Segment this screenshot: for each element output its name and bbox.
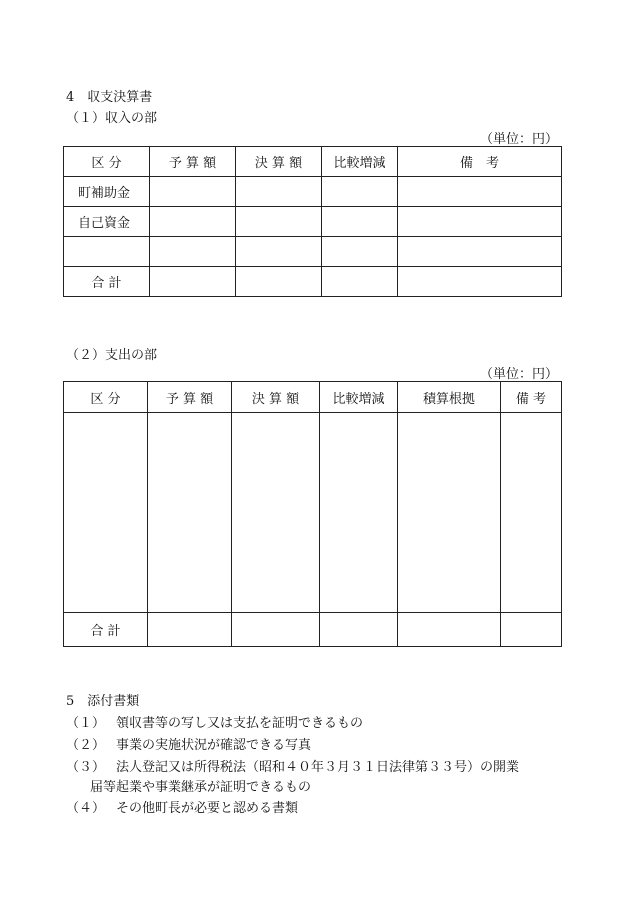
list-item — [66, 797, 298, 816]
expense-header-row — [64, 382, 562, 413]
expense-total-label: 合 計 — [64, 613, 148, 647]
list-item-text: 法人登記又は所得税法（昭和４０年３月３１日法律第３３号）の開業 — [116, 760, 520, 775]
income-row-label — [64, 237, 150, 267]
income-table — [63, 146, 562, 297]
section4-heading: 4 収支決算書 — [66, 90, 153, 105]
expense-table — [63, 381, 562, 647]
income-header-row — [64, 147, 562, 177]
list-item — [66, 734, 311, 753]
list-item — [66, 712, 363, 731]
expense-header-difference: 比較増減 — [320, 382, 398, 413]
table-row — [64, 237, 562, 267]
income-total-row — [64, 267, 562, 297]
income-header-category: 区 分 — [64, 147, 150, 177]
expense-body-row — [64, 413, 562, 613]
list-item-text: 事業の実施状況が確認できる写真 — [116, 738, 312, 753]
expense-header-remarks: 備 考 — [501, 382, 562, 413]
table-row — [64, 177, 562, 207]
income-header-settlement: 決 算 額 — [236, 147, 322, 177]
expense-header-budget: 予 算 額 — [148, 382, 232, 413]
expense-header-basis: 積算根拠 — [398, 382, 501, 413]
expense-header-category: 区 分 — [64, 382, 148, 413]
list-item-text: その他町長が必要と認める書類 — [116, 801, 299, 816]
table-row — [64, 207, 562, 237]
list-item — [66, 756, 519, 775]
expense-unit: （単位：円） — [479, 367, 558, 382]
income-row-label: 町補助金 — [64, 177, 150, 207]
expense-total-row — [64, 613, 562, 647]
list-item-continuation: 届等起業や事業継承が証明できるもの — [90, 780, 312, 795]
income-header-budget: 予 算 額 — [150, 147, 236, 177]
list-item-number: （２） — [66, 738, 106, 753]
income-row-label: 自己資金 — [64, 207, 150, 237]
income-title: （１）収入の部 — [66, 111, 158, 126]
list-item-text: 領収書等の写し又は支払を証明できるもの — [116, 716, 364, 731]
income-unit: （単位：円） — [479, 132, 558, 147]
list-item-number: （４） — [66, 801, 106, 816]
section5-heading: 5 添付書類 — [66, 694, 140, 709]
list-item-number: （３） — [66, 760, 106, 775]
expense-header-settlement: 決 算 額 — [232, 382, 320, 413]
income-header-remarks: 備 考 — [398, 147, 562, 177]
list-item-number: （１） — [66, 716, 106, 731]
expense-title: （２）支出の部 — [66, 348, 158, 363]
income-header-difference: 比較増減 — [322, 147, 398, 177]
income-total-label: 合 計 — [64, 267, 150, 297]
